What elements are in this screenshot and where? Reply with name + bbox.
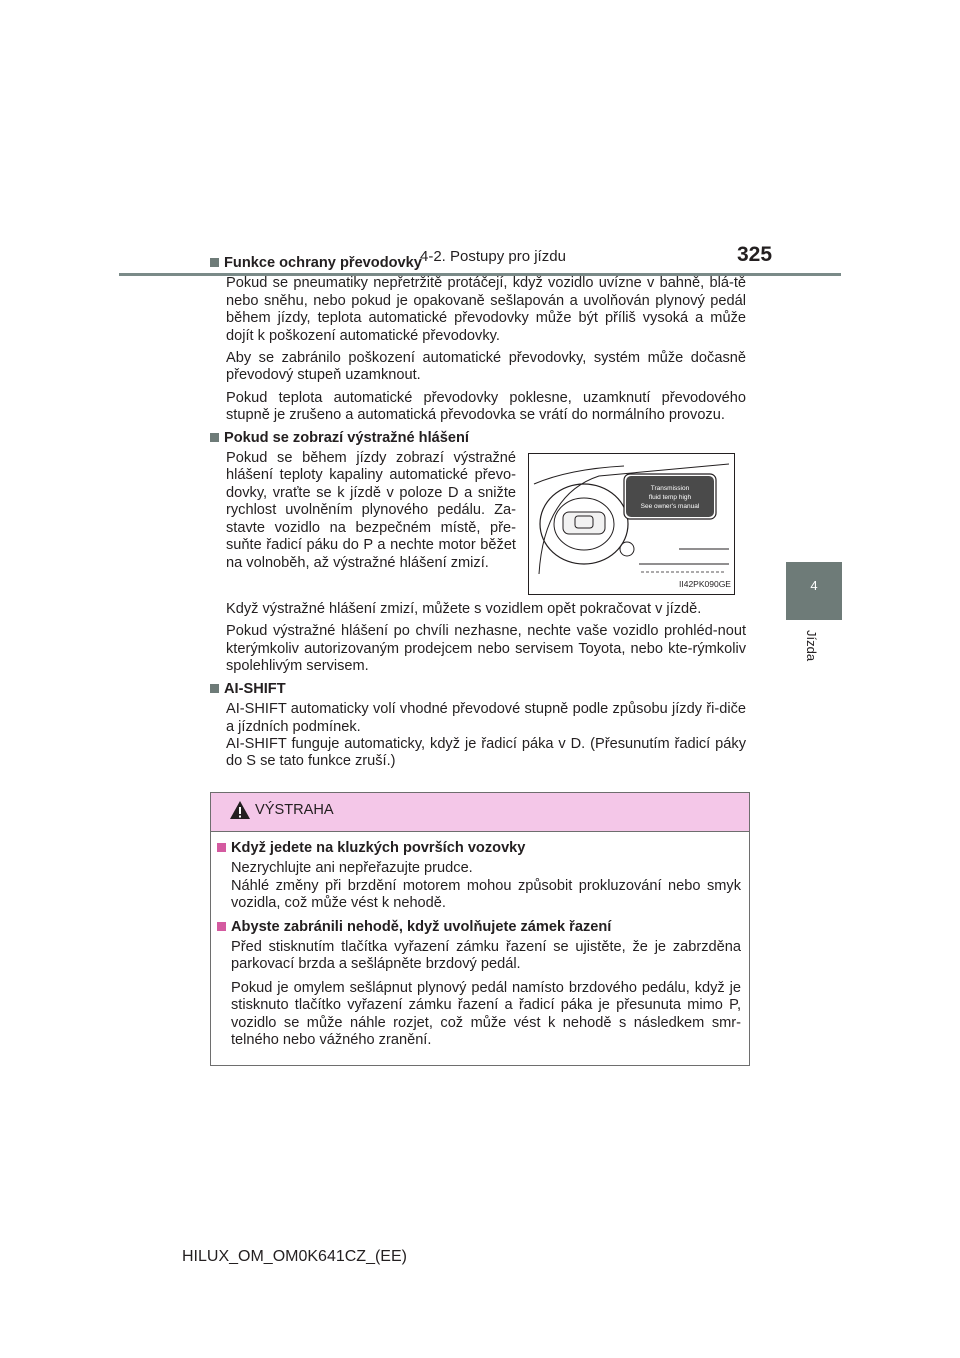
square-bullet-icon — [210, 684, 219, 693]
paragraph: Pokud teplota automatické převodovky poklesne, uzamknutí převodového stupně je zrušeno a automatická převodovka se vrátí do normálního provozu. — [226, 389, 746, 424]
main-content — [210, 255, 746, 776]
warning-box — [210, 792, 750, 1066]
display-text-line: fluid temp high — [648, 494, 692, 502]
warning-header — [211, 793, 749, 832]
heading-text: Pokud se zobrazí výstražné hlášení — [224, 429, 469, 446]
section-heading — [210, 430, 746, 447]
section-heading — [210, 255, 746, 272]
heading-text: Když jedete na kluzkých površích vozovky — [231, 840, 526, 856]
dashboard-drawing — [529, 454, 734, 594]
chapter-number: 4 — [810, 578, 818, 593]
warning-body — [211, 832, 749, 1049]
page-number: 325 — [737, 243, 773, 266]
paragraph: Když výstražné hlášení zmizí, můžete s vozidlem opět pokračovat v jízdě. — [226, 601, 702, 618]
warning-title: VÝSTRAHA — [255, 802, 334, 818]
warning-triangle-icon — [229, 800, 251, 820]
heading-text: AI-SHIFT — [224, 680, 286, 697]
text-with-figure — [226, 450, 746, 595]
paragraph: Pokud je omylem sešlápnut plynový pedál namísto brzdového pedálu, když je stisknuto tlačítko vyřazení zámku řazení a řadicí páka je přesunuta mimo P, vozidlo se může náhle rozjet, což může vést k nehodě s následkem smr-telného nebo vážného zranění. — [231, 979, 741, 1049]
paragraph: AI-SHIFT funguje automaticky, když je řadicí páka v D. (Přesunutím řadicí páky do S se tato funkce zruší.) — [226, 735, 746, 770]
paragraph: Aby se zabránilo poškození automatické převodovky, systém může dočasně převodový stupeň uzamknout. — [226, 350, 746, 384]
paragraph: Nezrychlujte ani nepřeřazujte prudce. — [231, 860, 473, 877]
square-bullet-icon — [217, 922, 226, 931]
dashboard-illustration — [528, 453, 735, 595]
heading-text: Abyste zabránili nehodě, když uvolňujete zámek řazení — [231, 918, 612, 935]
paragraph: Náhlé změny při brzdění motorem mohou způsobit prokluzování nebo smyk vozidla, což může vést k nehodě. — [231, 877, 741, 912]
paragraph: Před stisknutím tlačítka vyřazení zámku řazení se ujistěte, že je zabrzděna parkovací brzda a sešlápněte brzdový pedál. — [231, 939, 741, 973]
paragraph: Pokud se pneumatiky nepřetržitě protáčejí, když vozidlo uvízne v bahně, blá-tě nebo sněhu, nebo pokud je opakovaně sešlapován a uvolňován plynový pedál během jízdy, teplota automatické převodovky může být příliš vysoká a může dojít k poškození automatické převodovky. — [226, 275, 746, 344]
chapter-label: Jízda — [804, 630, 819, 662]
paragraph: Pokud se během jízdy zobrazí výstražné hlášení teploty kapaliny automatické převo-dovky, vraťte se k jízdě v poloze D a snižte rychlost uvolněním plynového pedálu. Za-stavte vozidlo na bezpečném místě, pře-suňte řadicí páku do P a nechte motor běžet na volnoběh, až výstražné hlášení zmizí. — [226, 450, 516, 571]
warning-item-heading — [217, 919, 741, 936]
document-footer: HILUX_OM_OM0K641CZ_(EE) — [182, 1248, 407, 1265]
section-heading — [210, 681, 746, 698]
display-text-line: Transmission — [650, 485, 690, 493]
warning-item-heading — [217, 840, 741, 857]
square-bullet-icon — [210, 258, 219, 267]
paragraph: Pokud výstražné hlášení po chvíli nezhasne, nechte vaše vozidlo prohléd-nout kterýmkoliv autorizovaným prodejcem nebo servisem Toyota, nebo kte-rýmkoliv spolehlivým servisem. — [226, 623, 746, 675]
display-text-line: See owner's manual — [640, 503, 700, 511]
heading-text: Funkce ochrany převodovky — [224, 255, 422, 271]
square-bullet-icon — [210, 433, 219, 442]
figure-code: II42PK090GE — [679, 579, 731, 590]
square-bullet-icon — [217, 843, 226, 852]
section-title: 4-2. Postupy pro jízdu — [420, 248, 566, 265]
paragraph: AI-SHIFT automaticky volí vhodné převodové stupně podle způsobu jízdy ři-diče a jízdních podmínek. — [226, 701, 746, 735]
